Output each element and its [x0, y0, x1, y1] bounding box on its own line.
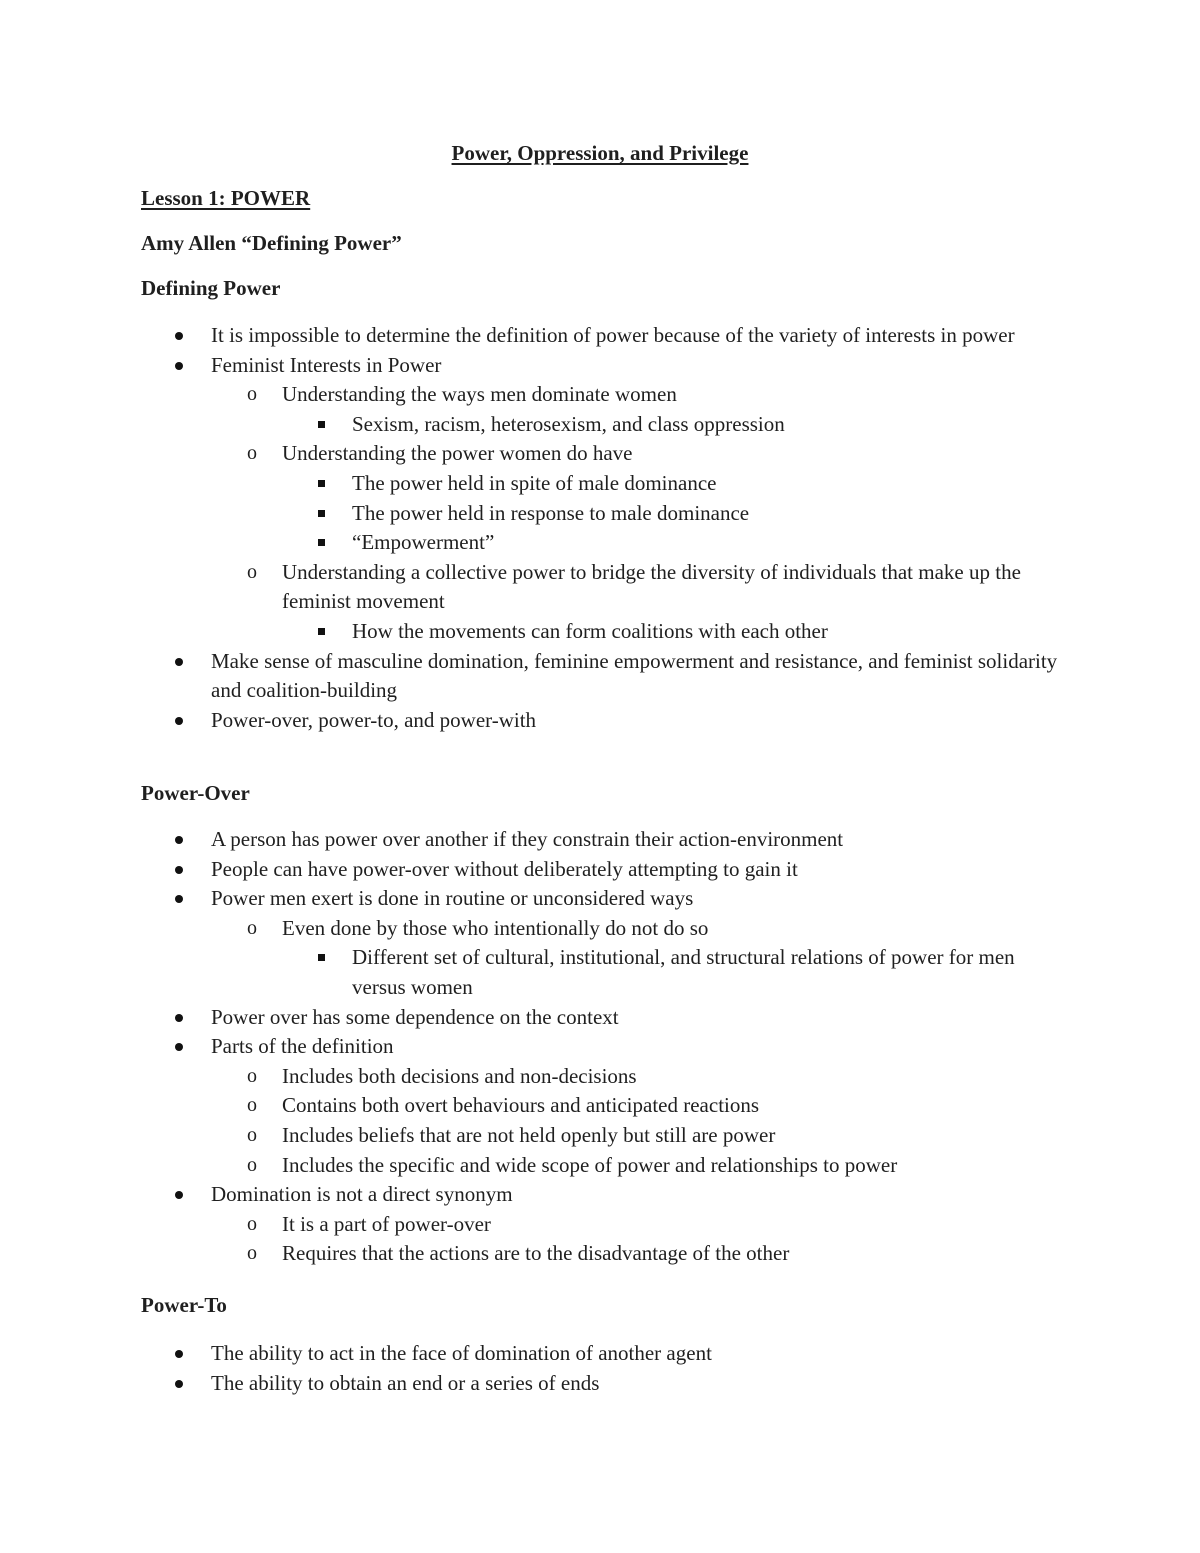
list-item: [0, 1151, 1200, 1181]
section-heading-power-to: Power-To: [141, 1293, 227, 1317]
list-item: [0, 1239, 1200, 1269]
bullet-circle-icon: o: [247, 383, 257, 406]
power-to-list: [0, 1339, 1200, 1398]
list-item-text: Contains both overt behaviours and anticipated reactions: [282, 1093, 760, 1118]
list-item: [0, 855, 1200, 885]
list-item-text: The power held in spite of male dominance: [352, 470, 717, 495]
list-item: [0, 1121, 1200, 1151]
list-item: [0, 321, 1200, 351]
list-item: [0, 558, 1200, 617]
list-item: [0, 499, 1200, 529]
list-item: [0, 528, 1200, 558]
list-item-text: How the movements can form coalitions with each other: [352, 618, 828, 643]
list-item: [0, 1210, 1200, 1240]
list-item-text: The power held in response to male dominance: [352, 500, 750, 525]
list-item-text: Power over has some dependence on the context: [211, 1004, 619, 1029]
bullet-circle-icon: o: [247, 1123, 257, 1146]
list-item: [0, 943, 1200, 1002]
section-heading-defining-power: Defining Power: [141, 276, 281, 300]
list-item-text: Domination is not a direct synonym: [211, 1182, 513, 1207]
list-item-text: Understanding a collective power to bridge the diversity of individuals that make up the feminist movement: [282, 559, 1021, 614]
list-item-text: Includes the specific and wide scope of power and relationships to power: [282, 1152, 898, 1177]
lesson-heading: Lesson 1: POWER: [141, 186, 311, 210]
list-item: [0, 1032, 1200, 1062]
list-item-text: Different set of cultural, institutional, and structural relations of power for men versus women: [352, 945, 1015, 999]
list-item-text: Sexism, racism, heterosexism, and class oppression: [352, 411, 785, 436]
list-item-text: A person has power over another if they constrain their action-environment: [211, 827, 844, 851]
list-item: [0, 1003, 1200, 1033]
list-item-text: Includes both decisions and non-decisions: [282, 1063, 637, 1088]
list-item: [0, 380, 1200, 410]
list-item: [0, 617, 1200, 647]
list-item: [0, 410, 1200, 440]
bullet-circle-icon: o: [247, 560, 257, 583]
list-item-text: The ability to act in the face of domination of another agent: [211, 1341, 712, 1365]
bullet-circle-icon: o: [247, 1153, 257, 1176]
list-item: [0, 1339, 1200, 1369]
list-item-text: Requires that the actions are to the disadvantage of the other: [282, 1241, 790, 1266]
list-item-text: Power men exert is done in routine or unconsidered ways: [211, 886, 694, 911]
list-item-text: Includes beliefs that are not held openly but still are power: [282, 1122, 776, 1147]
section-heading-power-over: Power-Over: [141, 781, 250, 805]
list-item-text: Parts of the definition: [211, 1034, 394, 1059]
list-item: [0, 1091, 1200, 1121]
document-title: Power, Oppression, and Privilege: [451, 141, 749, 165]
list-item-text: It is a part of power-over: [282, 1211, 491, 1236]
defining-power-list: [0, 321, 1200, 735]
list-item-text: The ability to obtain an end or a series of ends: [211, 1370, 600, 1395]
list-item-text: People can have power-over without deliberately attempting to gain it: [211, 856, 798, 881]
bullet-circle-icon: o: [247, 1242, 257, 1265]
bullet-circle-icon: o: [247, 1064, 257, 1087]
list-item: [0, 1180, 1200, 1210]
list-item-text: Feminist Interests in Power: [211, 352, 442, 377]
list-item: [0, 706, 1200, 736]
power-over-list: [0, 825, 1200, 1269]
list-item: [0, 884, 1200, 914]
bullet-circle-icon: o: [247, 1212, 257, 1235]
list-item-text: “Empowerment”: [352, 530, 495, 555]
list-item: [0, 1369, 1200, 1399]
list-item-text: Even done by those who intentionally do not do so: [282, 915, 709, 940]
list-item: [0, 914, 1200, 944]
list-item: [0, 1062, 1200, 1092]
list-item-text: Understanding the ways men dominate women: [282, 382, 677, 407]
list-item: [0, 439, 1200, 469]
list-item: [0, 469, 1200, 499]
bullet-circle-icon: o: [247, 442, 257, 465]
reading-heading: Amy Allen “Defining Power”: [141, 231, 402, 255]
list-item-text: Understanding the power women do have: [282, 441, 633, 466]
list-item: [0, 351, 1200, 381]
bullet-circle-icon: o: [247, 1094, 257, 1117]
list-item-text: It is impossible to determine the definition of power because of the variety of interests in power: [211, 323, 1015, 347]
list-item: [0, 825, 1200, 855]
list-item-text: Power-over, power-to, and power-with: [211, 707, 537, 732]
list-item: [0, 647, 1200, 706]
list-item-text: Make sense of masculine domination, feminine empowerment and resistance, and feminist solidarity and coalition-building: [211, 648, 1058, 703]
bullet-circle-icon: o: [247, 916, 257, 939]
